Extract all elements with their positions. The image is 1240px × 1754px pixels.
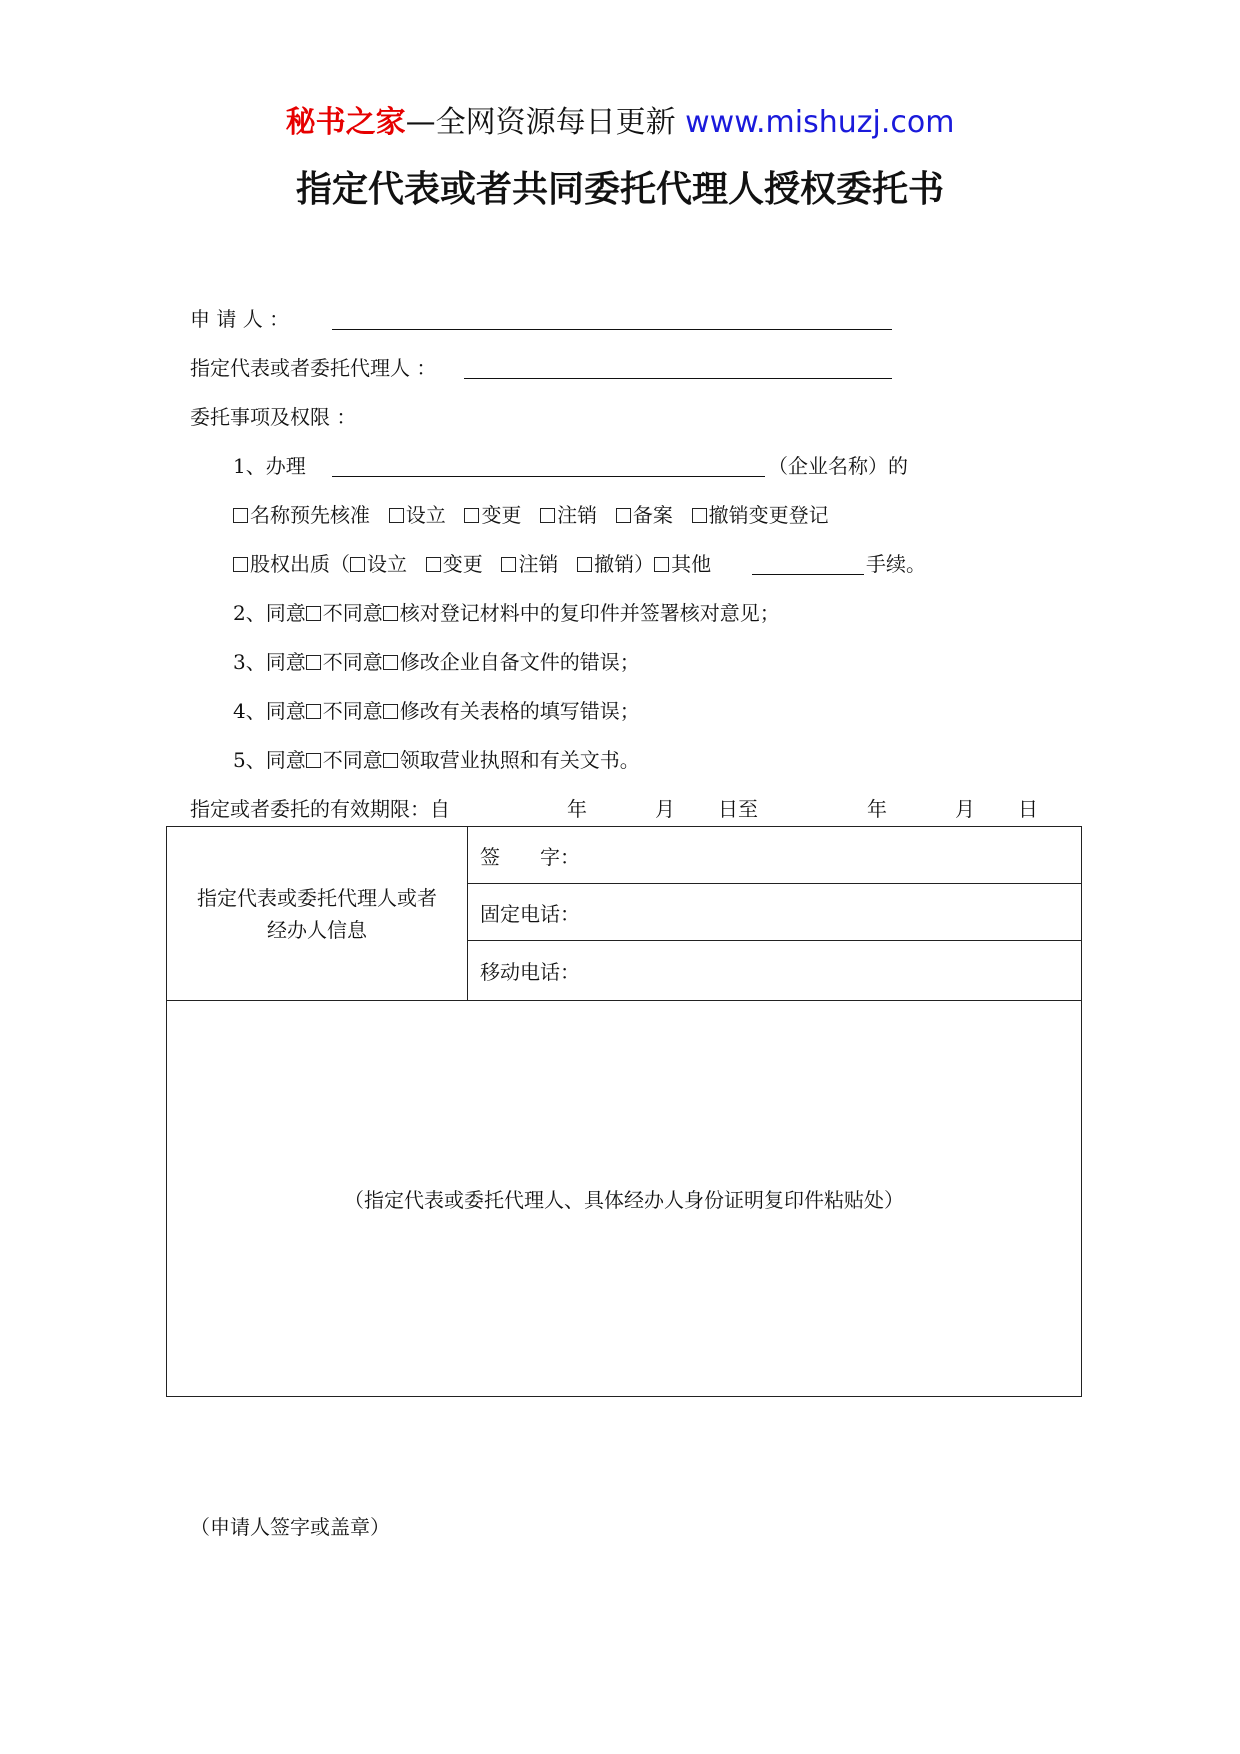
matters-label: 委托事项及权限 ：	[190, 405, 357, 429]
site-url[interactable]: www.mishuzj.com	[685, 105, 955, 140]
other-line[interactable]	[752, 574, 864, 575]
disagree-option[interactable]: 不同意	[323, 650, 400, 674]
agent-info-label-line2: 经办人信息	[267, 917, 367, 942]
checkbox-icon[interactable]	[350, 557, 365, 572]
checkbox-icon[interactable]	[306, 655, 321, 670]
option-change[interactable]: 变更	[464, 503, 521, 527]
signature-cell[interactable]	[468, 827, 1082, 884]
checkbox-icon[interactable]	[464, 508, 479, 523]
checkbox-icon[interactable]	[577, 557, 592, 572]
disagree-option[interactable]: 不同意	[323, 601, 400, 625]
agent-info-label-line1: 指定代表或委托代理人或者	[197, 885, 437, 910]
option-pledge-change[interactable]: 变更	[426, 552, 483, 576]
agent-info-table	[166, 826, 1082, 1397]
validity-day-to: 日至	[718, 797, 758, 821]
option-pledge-establish[interactable]: 设立	[350, 552, 407, 576]
checkbox-icon[interactable]	[306, 606, 321, 621]
option-record[interactable]: 备案	[616, 503, 673, 527]
applicant-line[interactable]	[332, 329, 892, 330]
option-other[interactable]: 其他	[654, 552, 711, 576]
validity-month2: 月	[955, 797, 975, 821]
checkbox-icon[interactable]	[383, 704, 398, 719]
landline-label: 固定电话：	[480, 901, 580, 926]
item1-suffix: （企业名称）的	[768, 454, 908, 478]
applicant-signature-note: （申请人签字或盖章）	[190, 1515, 390, 1539]
agree-option[interactable]: 同意	[266, 699, 323, 723]
item1-options-row2: 股权出质（ 设立 变更 注销 撤销） 其他	[233, 550, 711, 578]
checkbox-icon[interactable]	[389, 508, 404, 523]
company-name-line[interactable]	[332, 476, 765, 477]
validity-year2: 年	[867, 797, 887, 821]
agent-info-label-cell	[167, 827, 468, 1001]
option-pledge-cancel[interactable]: 注销	[501, 552, 558, 576]
validity-month1: 月	[655, 797, 675, 821]
mobile-label: 移动电话：	[480, 960, 580, 984]
option-revoke-change[interactable]: 撤销变更登记	[692, 503, 829, 527]
validity-day2: 日	[1018, 797, 1038, 821]
checkbox-icon[interactable]	[383, 655, 398, 670]
agent-line[interactable]	[464, 378, 892, 379]
procedure-end: 手续。	[866, 552, 926, 576]
brand-name: 秘书之家	[285, 105, 406, 140]
checkbox-icon[interactable]	[616, 508, 631, 523]
consent-item: 2、同意 不同意 核对登记材料中的复印件并签署核对意见；	[233, 601, 780, 625]
paste-area-label: （指定代表或委托代理人、具体经办人身份证明复印件粘贴处）	[344, 1188, 904, 1212]
option-pledge-revoke[interactable]: 撤销	[577, 552, 634, 576]
signature-label: 签 字：	[480, 844, 580, 869]
item1-options-row1	[233, 501, 829, 529]
checkbox-icon[interactable]	[426, 557, 441, 572]
consent-item: 4、同意 不同意 修改有关表格的填写错误；	[233, 699, 640, 723]
option-cancel[interactable]: 注销	[540, 503, 597, 527]
agree-option[interactable]: 同意	[266, 601, 323, 625]
agree-option[interactable]: 同意	[266, 650, 323, 674]
mobile-cell[interactable]	[468, 941, 1082, 1001]
checkbox-icon[interactable]	[306, 753, 321, 768]
option-equity-pledge[interactable]: 股权出质（	[233, 552, 350, 576]
checkbox-icon[interactable]	[383, 606, 398, 621]
option-name-precheck[interactable]: 名称预先核准	[233, 503, 370, 527]
item1-prefix: 1、办理	[233, 454, 306, 478]
consent-item: 3、同意 不同意 修改企业自备文件的错误；	[233, 650, 640, 674]
checkbox-icon[interactable]	[233, 557, 248, 572]
checkbox-icon[interactable]	[383, 753, 398, 768]
agree-option[interactable]: 同意	[266, 748, 323, 772]
applicant-label: 申 请 人 ：	[190, 307, 290, 331]
validity-year1: 年	[567, 797, 587, 821]
slogan: —全网资源每日更新	[405, 105, 676, 140]
checkbox-icon[interactable]	[654, 557, 669, 572]
checkbox-icon[interactable]	[692, 508, 707, 523]
document-title: 指定代表或者共同委托代理人授权委托书	[295, 169, 944, 210]
validity-label: 指定或者委托的有效期限：自	[190, 797, 450, 821]
checkbox-icon[interactable]	[306, 704, 321, 719]
checkbox-icon[interactable]	[233, 508, 248, 523]
consent-item: 5、同意 不同意 领取营业执照和有关文书。	[233, 748, 640, 772]
id-copy-paste-area	[167, 1001, 1082, 1397]
checkbox-icon[interactable]	[501, 557, 516, 572]
landline-cell[interactable]	[468, 884, 1082, 941]
agent-label: 指定代表或者委托代理人 ：	[190, 356, 437, 380]
site-header	[0, 103, 1240, 143]
disagree-option[interactable]: 不同意	[323, 699, 400, 723]
disagree-option[interactable]: 不同意	[323, 748, 400, 772]
option-establish[interactable]: 设立	[389, 503, 446, 527]
checkbox-icon[interactable]	[540, 508, 555, 523]
